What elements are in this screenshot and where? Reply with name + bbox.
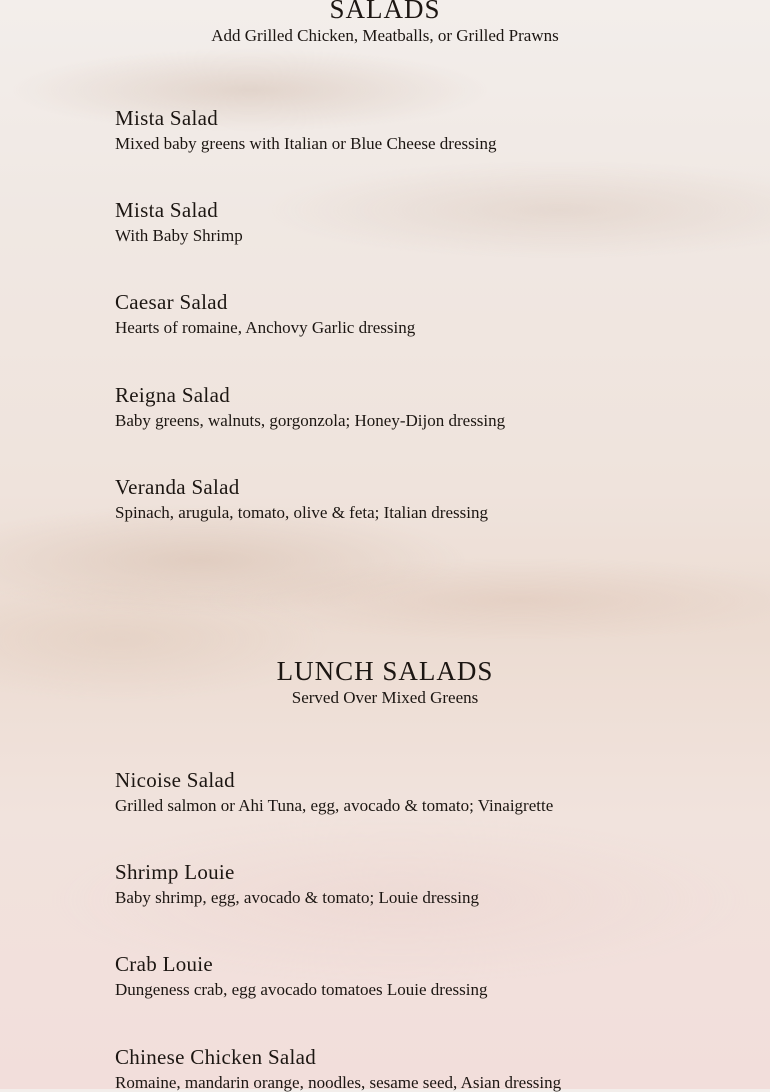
menu-item <box>115 1047 735 1091</box>
menu-item-name: Nicoise Salad <box>115 768 235 792</box>
menu-item-description: Dungeness crab, egg avocado tomatoes Louie dressing <box>115 980 488 999</box>
menu-item <box>115 862 735 906</box>
menu-item-name: Veranda Salad <box>115 475 240 499</box>
menu-item-description: Grilled salmon or Ahi Tuna, egg, avocado & tomato; Vinaigrette <box>115 796 554 815</box>
menu-item-name: Mista Salad <box>115 198 219 222</box>
menu-item <box>115 200 735 244</box>
menu-item <box>115 292 735 336</box>
menu-item-name: Mista Salad <box>115 106 219 130</box>
menu-item-name: Caesar Salad <box>115 290 228 314</box>
menu-item-description: With Baby Shrimp <box>115 226 243 245</box>
menu-item <box>115 108 735 152</box>
lunch-salads-title: LUNCH SALADS <box>276 656 494 686</box>
menu-item-name: Chinese Chicken Salad <box>115 1045 317 1069</box>
menu-item <box>115 385 735 429</box>
menu-item <box>115 477 735 521</box>
menu-item <box>115 954 735 998</box>
salads-title: SALADS <box>329 0 441 24</box>
menu-item-description: Baby shrimp, egg, avocado & tomato; Louie dressing <box>115 888 480 907</box>
salads-subtitle: Add Grilled Chicken, Meatballs, or Grilled Prawns <box>211 26 559 45</box>
menu-item-name: Shrimp Louie <box>115 860 235 884</box>
menu-item-name: Reigna Salad <box>115 383 230 407</box>
menu-item-description: Baby greens, walnuts, gorgonzola; Honey-Dijon dressing <box>115 411 506 430</box>
lunch-salads-subtitle: Served Over Mixed Greens <box>291 688 479 707</box>
menu-item-name: Crab Louie <box>115 952 214 976</box>
menu-item-description: Mixed baby greens with Italian or Blue Cheese dressing <box>115 134 497 153</box>
menu-item-description: Hearts of romaine, Anchovy Garlic dressing <box>115 318 416 337</box>
menu-item <box>115 770 735 814</box>
menu-item-description: Spinach, arugula, tomato, olive & feta; Italian dressing <box>115 503 488 522</box>
menu-item-description: Romaine, mandarin orange, noodles, sesame seed, Asian dressing <box>115 1073 562 1092</box>
